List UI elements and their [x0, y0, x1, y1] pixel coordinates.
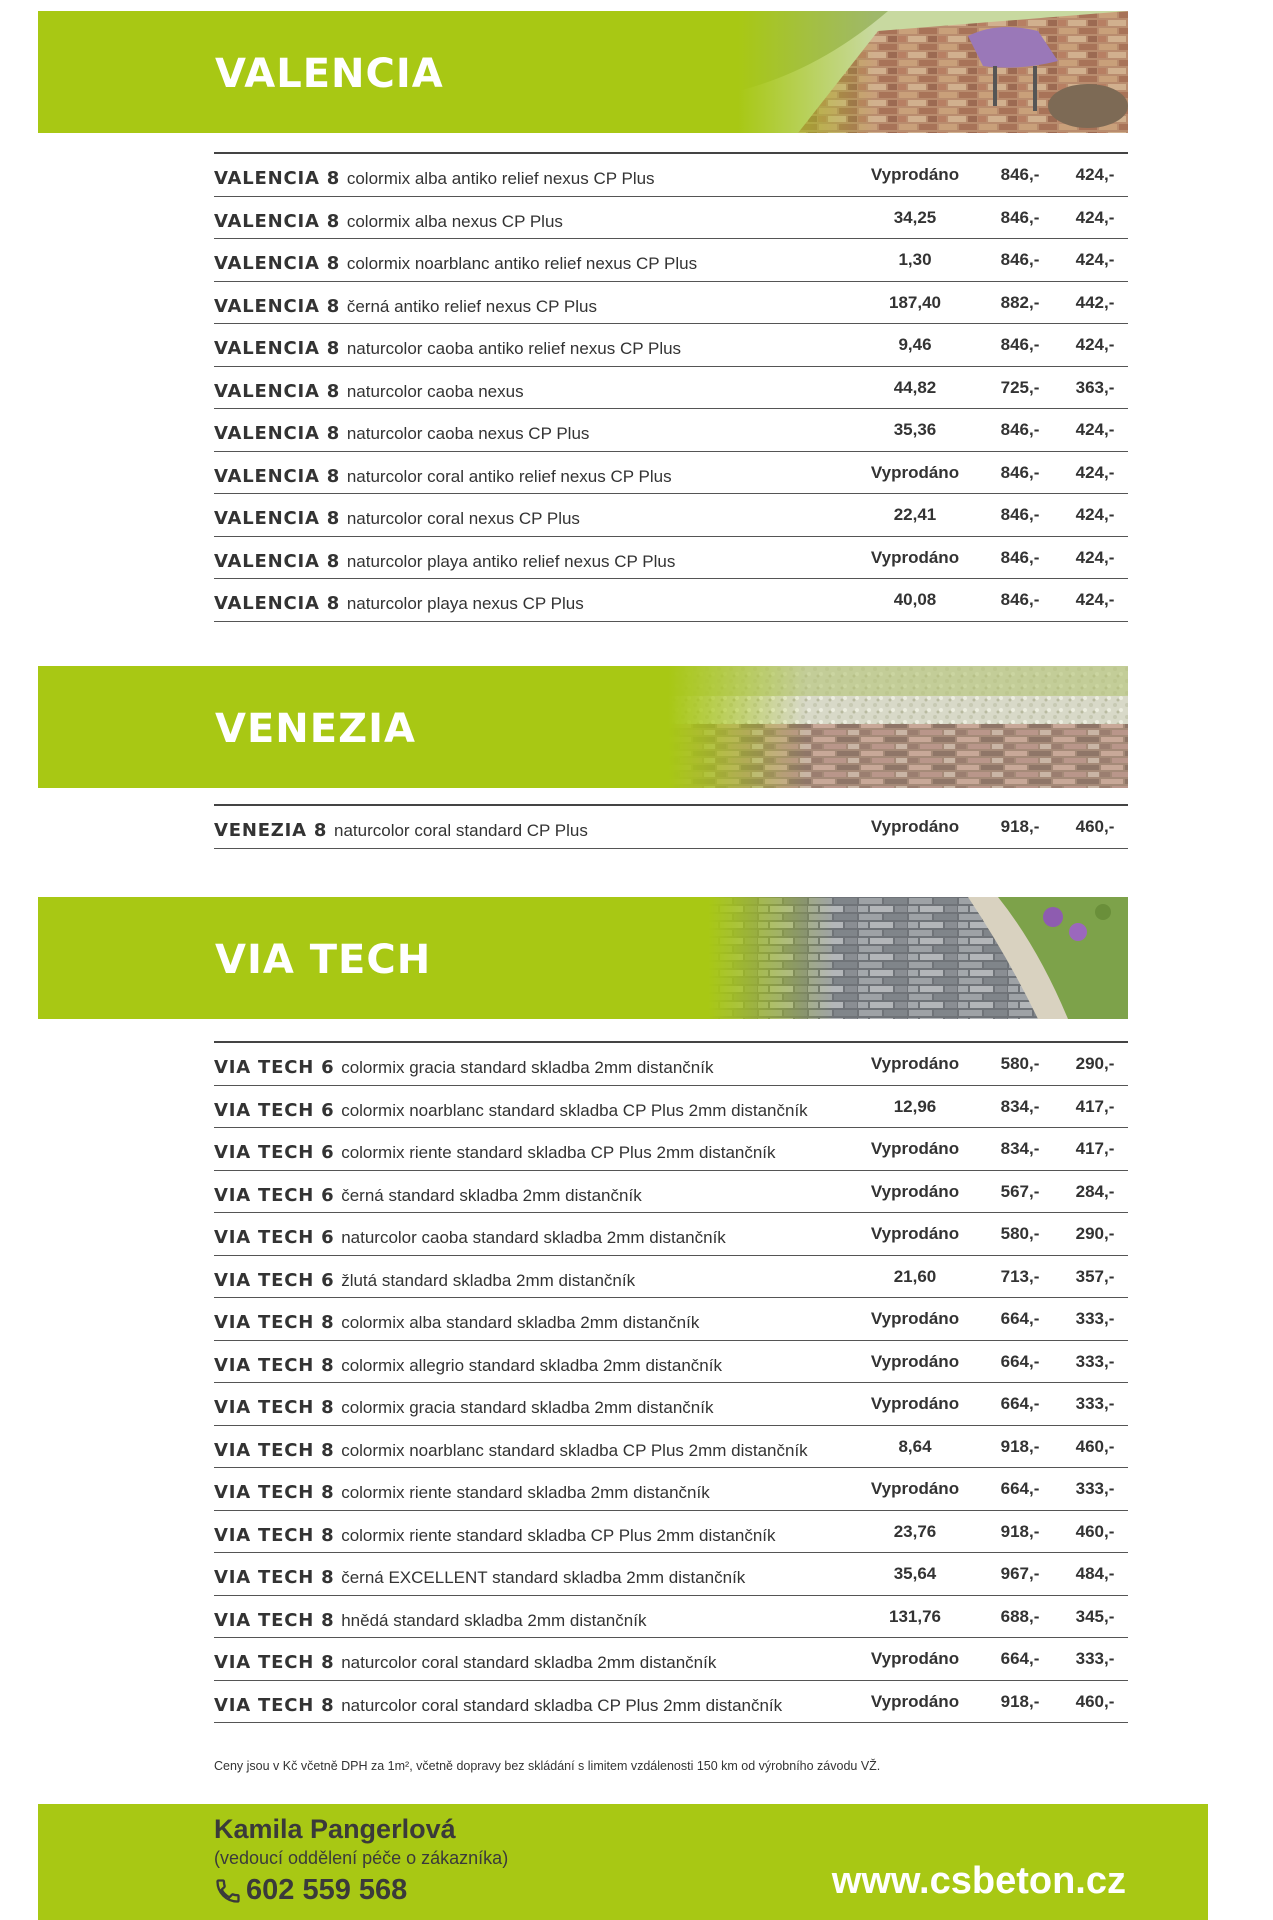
price-value-2: 417,- — [1075, 1139, 1115, 1158]
price-value: 846,- — [1000, 420, 1040, 439]
product-name — [214, 1355, 722, 1376]
product-description: naturcolor coral antiko relief nexus CP Plus — [346, 466, 672, 486]
product-name — [214, 338, 681, 359]
stock-value: 22,41 — [893, 505, 937, 524]
stock-value: 21,60 — [893, 1266, 937, 1286]
price-value: 664,- — [1000, 1309, 1040, 1328]
table-row — [214, 409, 1128, 452]
price-value: 846,- — [1000, 505, 1040, 524]
product-model: VALENCIA 8 — [214, 423, 341, 444]
price-value-2: 460,- — [1075, 1521, 1115, 1541]
product-name — [214, 211, 563, 232]
product-name — [214, 1057, 713, 1078]
product-description: colormix riente standard skladba 2mm distančník — [341, 1483, 710, 1502]
product-name — [214, 466, 672, 487]
product-description: colormix riente standard skladba CP Plus 2mm distančník — [341, 1525, 776, 1545]
product-description: naturcolor caoba nexus CP Plus — [346, 424, 590, 443]
product-model: VIA TECH 8 — [214, 1312, 335, 1333]
stock-value: Vyprodáno — [870, 1181, 960, 1201]
product-name — [214, 168, 655, 189]
product-model: VALENCIA 8 — [214, 380, 341, 402]
product-description: naturcolor coral nexus CP Plus — [346, 509, 580, 528]
stock-value: 40,08 — [893, 590, 937, 609]
price-value-2: 424,- — [1075, 207, 1115, 227]
price-value-2: 424,- — [1075, 335, 1115, 354]
product-name — [214, 423, 589, 444]
via-tech-banner — [38, 897, 1128, 1019]
price-value-2: 363,- — [1075, 377, 1115, 397]
table-row — [214, 1596, 1128, 1639]
price-value: 725,- — [1000, 377, 1040, 397]
stock-value: 44,82 — [893, 377, 937, 397]
price-note: Ceny jsou v Kč včetně DPH za 1m², včetně dopravy bez skládání s limitem vzdálenosti 150 km od výrobního závodu VŽ. — [214, 1759, 881, 1773]
price-value-2: 290,- — [1075, 1224, 1115, 1243]
price-value-2: 424,- — [1075, 505, 1115, 524]
product-description: naturcolor caoba antiko relief nexus CP Plus — [346, 339, 682, 358]
price-value: 713,- — [1000, 1266, 1040, 1286]
price-value: 846,- — [1000, 590, 1040, 609]
stock-value: Vyprodáno — [870, 547, 960, 567]
product-name — [214, 1397, 713, 1418]
price-value-2: 424,- — [1075, 462, 1115, 482]
stock-value: 9,46 — [898, 335, 932, 354]
price-value: 664,- — [1000, 1479, 1040, 1498]
price-value: 846,- — [1000, 335, 1040, 354]
table-row — [214, 1553, 1128, 1596]
product-description: colormix noarblanc antiko relief nexus CP Plus — [346, 254, 698, 273]
via-tech-table — [214, 1041, 1128, 1723]
product-name — [214, 253, 697, 274]
price-value-2: 284,- — [1075, 1181, 1115, 1201]
stock-value: 35,64 — [893, 1564, 937, 1583]
product-model: VIA TECH 6 — [214, 1142, 335, 1163]
stock-value: Vyprodáno — [870, 1394, 960, 1413]
product-model: VALENCIA 8 — [214, 593, 341, 614]
price-value: 834,- — [1000, 1139, 1040, 1158]
table-row — [214, 1341, 1128, 1384]
product-description: colormix noarblanc standard skladba CP Plus 2mm distančník — [341, 1440, 808, 1460]
product-name — [214, 1567, 745, 1588]
price-value-2: 417,- — [1075, 1096, 1115, 1116]
product-description: černá EXCELLENT standard skladba 2mm distančník — [341, 1568, 746, 1587]
price-value-2: 460,- — [1075, 817, 1115, 836]
product-model: VALENCIA 8 — [214, 295, 341, 317]
stock-value: Vyprodáno — [870, 1139, 960, 1158]
product-description: naturcolor coral standard skladba 2mm distančník — [341, 1653, 717, 1672]
stock-value: Vyprodáno — [870, 1649, 960, 1668]
product-model: VIA TECH 6 — [214, 1269, 335, 1291]
price-value: 688,- — [1000, 1606, 1040, 1626]
product-name — [214, 820, 588, 841]
price-value-2: 424,- — [1075, 590, 1115, 609]
venezia-table — [214, 804, 1128, 849]
price-value: 846,- — [1000, 250, 1040, 269]
price-value: 846,- — [1000, 547, 1040, 567]
table-row — [214, 537, 1128, 580]
stock-value: Vyprodáno — [870, 1224, 960, 1243]
price-value-2: 424,- — [1075, 547, 1115, 567]
product-description: naturcolor playa nexus CP Plus — [346, 594, 584, 613]
product-model: VIA TECH 8 — [214, 1567, 335, 1588]
price-value: 918,- — [1000, 1691, 1040, 1711]
table-row — [214, 1426, 1128, 1469]
product-description: černá antiko relief nexus CP Plus — [346, 296, 597, 316]
product-description: naturcolor coral standard skladba CP Plus 2mm distančník — [341, 1695, 783, 1715]
phone-number: 602 559 568 — [246, 1874, 408, 1906]
product-name — [214, 1652, 716, 1673]
product-name — [214, 1695, 782, 1716]
product-description: naturcolor coral standard CP Plus — [334, 821, 588, 840]
price-value-2: 290,- — [1075, 1054, 1115, 1073]
price-value-2: 357,- — [1075, 1266, 1115, 1286]
price-value-2: 484,- — [1075, 1564, 1115, 1583]
price-value: 580,- — [1000, 1224, 1040, 1243]
price-value-2: 442,- — [1075, 292, 1115, 312]
product-model: VIA TECH 8 — [214, 1609, 335, 1631]
product-name — [214, 508, 580, 529]
product-name — [214, 296, 597, 317]
price-value: 846,- — [1000, 165, 1040, 184]
product-model: VALENCIA 8 — [214, 465, 341, 487]
table-row — [214, 367, 1128, 410]
product-model: VALENCIA 8 — [214, 550, 341, 572]
product-description: colormix noarblanc standard skladba CP Plus 2mm distančník — [341, 1100, 808, 1120]
price-value: 846,- — [1000, 207, 1040, 227]
product-model: VIA TECH 6 — [214, 1184, 335, 1206]
product-description: žlutá standard skladba 2mm distančník — [341, 1270, 636, 1290]
stock-value: 12,96 — [893, 1096, 937, 1116]
product-model: VALENCIA 8 — [214, 338, 341, 359]
product-model: VENEZIA 8 — [214, 820, 328, 841]
product-description: naturcolor caoba nexus — [346, 381, 524, 401]
table-row — [214, 1171, 1128, 1214]
venezia-photo — [668, 666, 1128, 788]
product-description: hnědá standard skladba 2mm distančník — [341, 1610, 647, 1630]
product-model: VIA TECH 8 — [214, 1397, 335, 1418]
stock-value: Vyprodáno — [870, 1054, 960, 1073]
valencia-table — [214, 152, 1128, 622]
product-model: VIA TECH 6 — [214, 1099, 335, 1121]
table-row — [214, 282, 1128, 325]
website-link[interactable]: www.csbeton.cz — [831, 1860, 1126, 1902]
product-model: VIA TECH 8 — [214, 1694, 335, 1716]
product-description: černá standard skladba 2mm distančník — [341, 1185, 642, 1205]
price-value-2: 424,- — [1075, 420, 1115, 439]
price-value-2: 460,- — [1075, 1691, 1115, 1711]
product-description: naturcolor playa antiko relief nexus CP Plus — [346, 551, 676, 571]
price-value-2: 333,- — [1075, 1394, 1115, 1413]
table-row — [214, 1298, 1128, 1341]
price-value-2: 424,- — [1075, 250, 1115, 269]
price-value: 918,- — [1000, 817, 1040, 836]
product-name — [214, 1185, 642, 1206]
product-name — [214, 1100, 808, 1121]
via-tech-photo — [708, 897, 1128, 1019]
table-row — [214, 1681, 1128, 1724]
table-row — [214, 494, 1128, 537]
product-model: VIA TECH 8 — [214, 1482, 335, 1503]
stock-value: 1,30 — [898, 250, 932, 269]
price-value-2: 460,- — [1075, 1436, 1115, 1456]
price-value: 834,- — [1000, 1096, 1040, 1116]
product-description: colormix gracia standard skladba 2mm distančník — [341, 1398, 714, 1417]
price-value-2: 333,- — [1075, 1351, 1115, 1371]
table-row — [214, 1043, 1128, 1086]
product-description: naturcolor caoba standard skladba 2mm distančník — [341, 1228, 726, 1247]
price-value: 918,- — [1000, 1436, 1040, 1456]
price-value-2: 333,- — [1075, 1649, 1115, 1668]
stock-value: Vyprodáno — [870, 462, 960, 482]
price-value: 664,- — [1000, 1351, 1040, 1371]
product-name — [214, 1227, 726, 1248]
price-value: 580,- — [1000, 1054, 1040, 1073]
table-row — [214, 1086, 1128, 1129]
valencia-banner — [38, 11, 1128, 133]
table-row — [214, 1213, 1128, 1256]
product-description: colormix alba nexus CP Plus — [346, 211, 563, 231]
table-row — [214, 1256, 1128, 1299]
phone-icon — [214, 1877, 242, 1905]
stock-value: 35,36 — [893, 420, 937, 439]
product-name — [214, 551, 675, 572]
section-title: VENEZIA — [215, 706, 416, 752]
product-model: VALENCIA 8 — [214, 168, 341, 189]
contact-role: (vedoucí oddělení péče o zákazníka) — [214, 1848, 509, 1868]
contact-name: Kamila Pangerlová — [214, 1814, 456, 1844]
stock-value: Vyprodáno — [870, 1309, 960, 1328]
venezia-banner — [38, 666, 1128, 788]
price-value: 918,- — [1000, 1521, 1040, 1541]
stock-value: Vyprodáno — [870, 1691, 960, 1711]
table-row — [214, 239, 1128, 282]
product-name — [214, 593, 584, 614]
product-name — [214, 1525, 776, 1546]
table-row — [214, 1511, 1128, 1554]
price-value: 567,- — [1000, 1181, 1040, 1201]
table-row — [214, 1638, 1128, 1681]
table-row — [214, 1128, 1128, 1171]
stock-value: Vyprodáno — [870, 165, 960, 184]
table-row — [214, 1383, 1128, 1426]
price-value-2: 333,- — [1075, 1309, 1115, 1328]
price-value-2: 333,- — [1075, 1479, 1115, 1498]
price-value: 846,- — [1000, 462, 1040, 482]
stock-value: Vyprodáno — [870, 1351, 960, 1371]
product-name — [214, 1270, 635, 1291]
table-row — [214, 197, 1128, 240]
product-description: colormix alba standard skladba 2mm distančník — [341, 1313, 700, 1332]
contact-phone[interactable] — [214, 1874, 407, 1907]
table-row — [214, 452, 1128, 495]
product-model: VIA TECH 8 — [214, 1524, 335, 1546]
stock-value: Vyprodáno — [870, 1479, 960, 1498]
stock-value: Vyprodáno — [870, 817, 960, 836]
product-name — [214, 1610, 646, 1631]
table-row — [214, 579, 1128, 622]
price-value: 882,- — [1000, 292, 1040, 312]
product-model: VIA TECH 8 — [214, 1652, 335, 1673]
price-value-2: 345,- — [1075, 1606, 1115, 1626]
section-title: VIA TECH — [215, 937, 432, 983]
table-row — [214, 154, 1128, 197]
product-name — [214, 1482, 710, 1503]
product-name — [214, 1440, 808, 1461]
valencia-photo — [738, 11, 1128, 133]
stock-value: 131,76 — [889, 1606, 941, 1626]
product-model: VALENCIA 8 — [214, 253, 341, 274]
product-name — [214, 1312, 699, 1333]
product-model: VALENCIA 8 — [214, 508, 341, 529]
product-description: colormix alba antiko relief nexus CP Plus — [346, 169, 655, 188]
footer-contact-bar — [38, 1804, 1208, 1920]
product-model: VIA TECH 6 — [214, 1057, 335, 1078]
stock-value: 187,40 — [889, 292, 941, 312]
product-name — [214, 1142, 776, 1163]
product-name — [214, 381, 524, 402]
stock-value: 34,25 — [893, 207, 937, 227]
table-row — [214, 324, 1128, 367]
product-description: colormix allegrio standard skladba 2mm distančník — [341, 1355, 722, 1375]
product-model: VIA TECH 8 — [214, 1439, 335, 1461]
stock-value: 23,76 — [893, 1521, 937, 1541]
table-row — [214, 806, 1128, 849]
price-value: 967,- — [1000, 1564, 1040, 1583]
product-model: VALENCIA 8 — [214, 210, 341, 232]
product-description: colormix gracia standard skladba 2mm distančník — [341, 1058, 714, 1077]
stock-value: 8,64 — [898, 1436, 932, 1456]
product-model: VIA TECH 8 — [214, 1354, 335, 1376]
table-row — [214, 1468, 1128, 1511]
product-description: colormix riente standard skladba CP Plus 2mm distančník — [341, 1143, 776, 1162]
price-value: 664,- — [1000, 1649, 1040, 1668]
price-value: 664,- — [1000, 1394, 1040, 1413]
price-value-2: 424,- — [1075, 165, 1115, 184]
product-model: VIA TECH 6 — [214, 1227, 335, 1248]
section-title: VALENCIA — [215, 51, 444, 97]
